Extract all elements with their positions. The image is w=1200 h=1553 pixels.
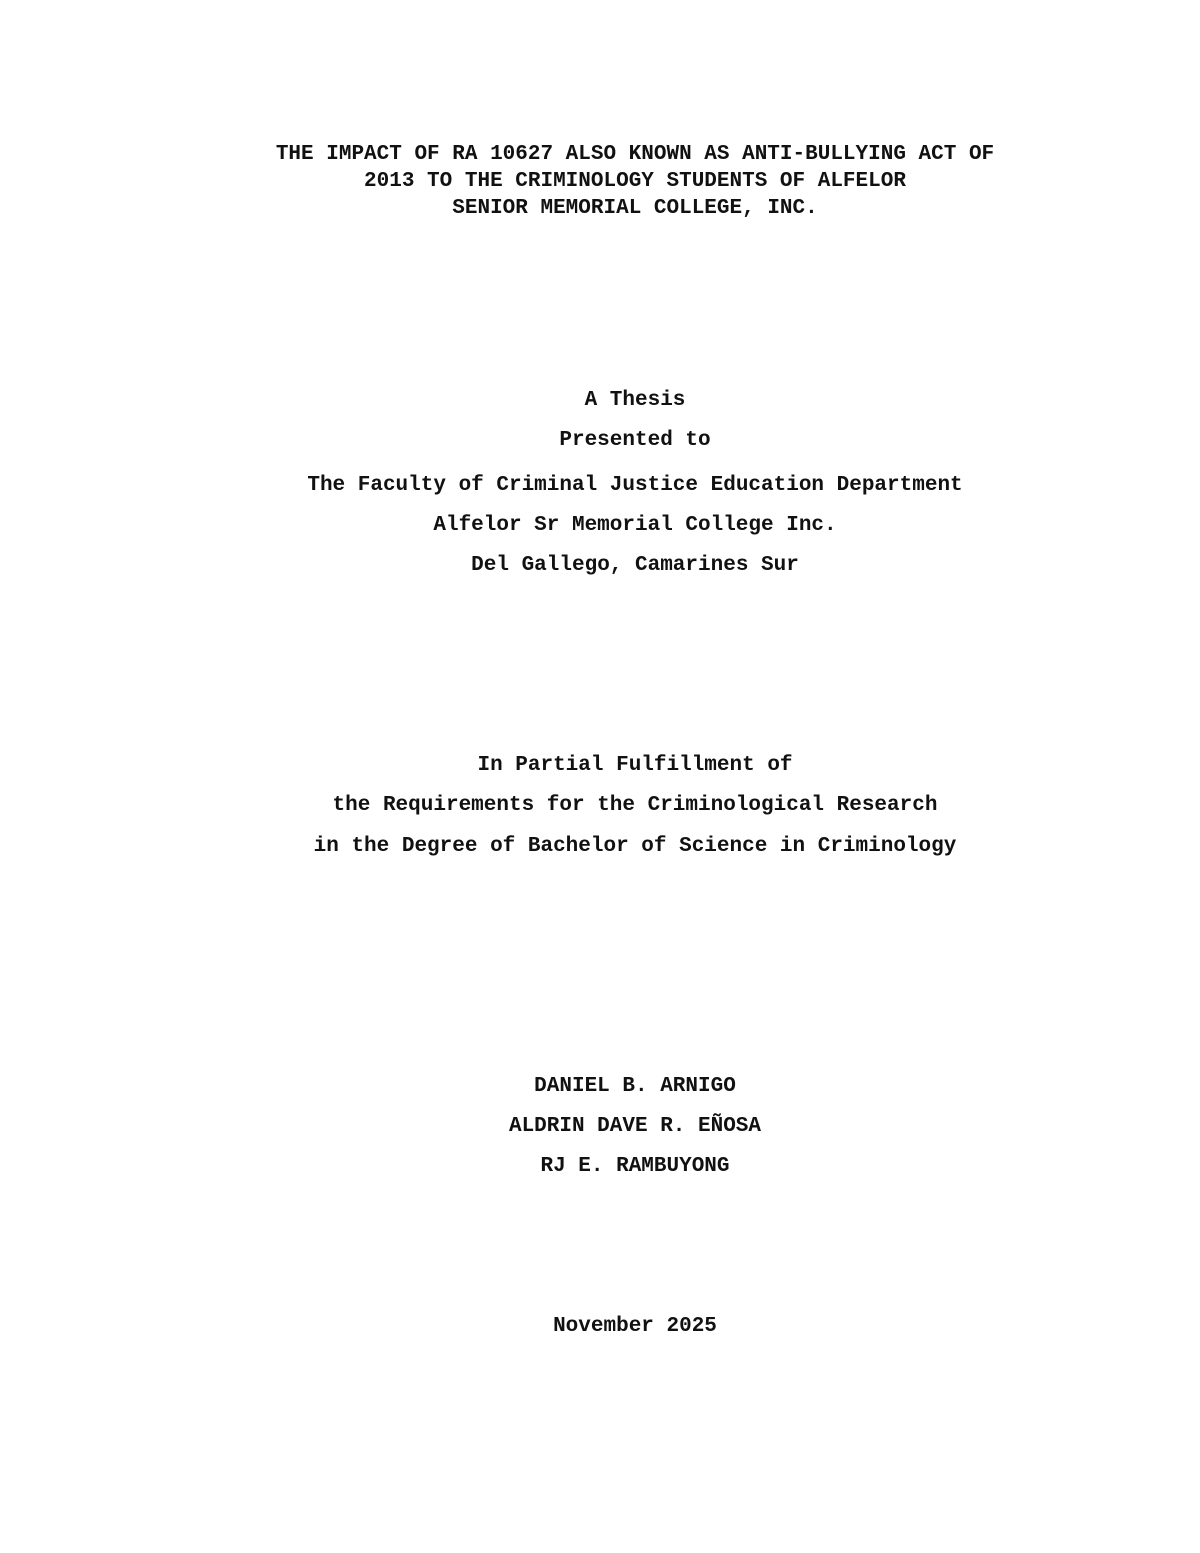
college-location: Del Gallego, Camarines Sur <box>471 554 799 577</box>
author-name: DANIEL B. ARNIGO <box>534 1075 736 1098</box>
faculty-name: The Faculty of Criminal Justice Education Department <box>307 474 963 497</box>
fulfillment-line-1: In Partial Fulfillment of <box>477 754 793 777</box>
thesis-title-line-2: 2013 TO THE CRIMINOLOGY STUDENTS OF ALFELOR <box>364 170 906 193</box>
author-name: ALDRIN DAVE R. EÑOSA <box>508 1115 762 1138</box>
author-name: RJ E. RAMBUYONG <box>540 1155 730 1178</box>
fulfillment-line-2: the Requirements for the Criminological Research <box>332 794 938 817</box>
thesis-title-line-3: SENIOR MEMORIAL COLLEGE, INC. <box>452 197 818 220</box>
submission-date: November 2025 <box>553 1315 717 1338</box>
thesis-title-line-1: THE IMPACT OF RA 10627 ALSO KNOWN AS ANTI-BULLYING ACT OF <box>275 143 995 166</box>
college-name: Alfelor Sr Memorial College Inc. <box>433 514 837 537</box>
document-type: A Thesis <box>584 389 686 412</box>
fulfillment-line-3: in the Degree of Bachelor of Science in Criminology <box>313 835 957 858</box>
presented-to: Presented to <box>559 429 711 452</box>
